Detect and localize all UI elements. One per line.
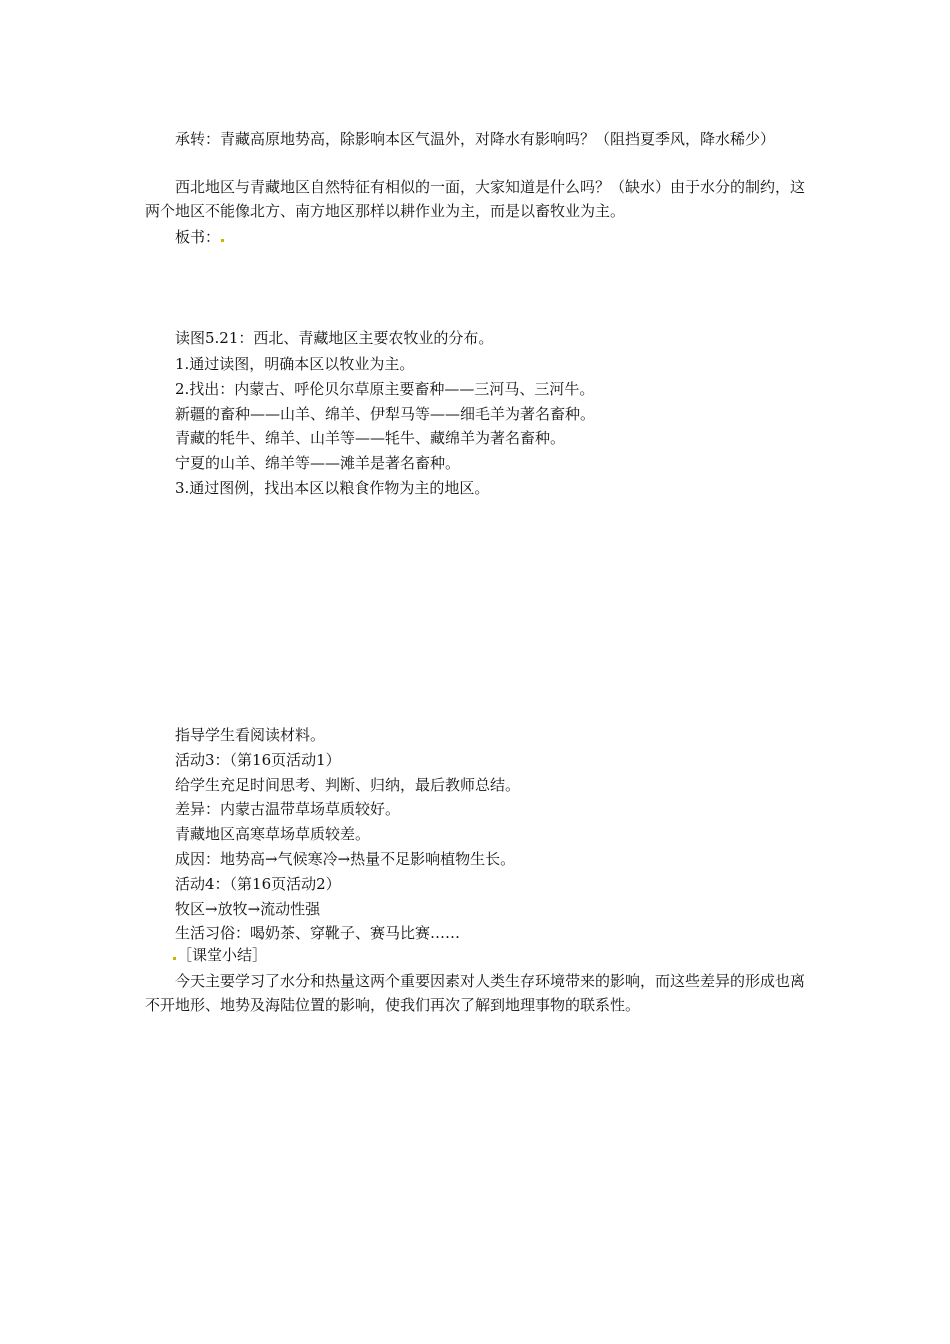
board-label [175,225,225,249]
activity-line-5: 青藏地区高寒草场草质较差。 [175,825,371,843]
board-label-text: 板书： [175,228,221,246]
mark-dot-icon [221,239,224,242]
activity-line-3: 给学生充足时间思考、判断、归纳，最后教师总结。 [175,776,521,794]
reading-line-2: 1.通过读图，明确本区以牧业为主。 [175,355,415,373]
activity-line-2: 活动3：（第16页活动1） [175,751,341,769]
reading-line-4: 新疆的畜种——山羊、绵羊、伊犁马等——细毛羊为著名畜种。 [175,405,596,423]
activity-line-8: 牧区→放牧→流动性强 [175,900,321,918]
activity-line-1: 指导学生看阅读材料。 [175,726,326,744]
activity-line-7: 活动4：（第16页活动2） [175,875,341,893]
reading-line-6: 宁夏的山羊、绵羊等——滩羊是著名畜种。 [175,454,461,472]
summary-heading [172,943,267,967]
activity-line-9: 生活习俗：喝奶茶、穿靴子、赛马比赛…… [175,924,461,942]
summary-heading-text: ［课堂小结］ [177,946,268,964]
mark-dot-icon [173,957,176,960]
transition-paragraph-1: 承转：青藏高原地势高，除影响本区气温外，对降水有影响吗？（阻挡夏季风，降水稀少） [175,130,776,148]
reading-line-7: 3.通过图例，找出本区以粮食作物为主的地区。 [175,479,490,497]
reading-line-1: 读图5.21：西北、青藏地区主要农牧业的分布。 [175,329,494,347]
activity-line-4: 差异：内蒙古温带草场草质较好。 [175,800,401,818]
activity-line-6: 成因：地势高→气候寒冷→热量不足影响植物生长。 [175,850,516,868]
transition-paragraph-2: 西北地区与青藏地区自然特征有相似的一面，大家知道是什么吗？（缺水）由于水分的制约，这两个地区不能像北方、南方地区那样以耕作业为主，而是以畜牧业为主。 [145,178,806,220]
reading-line-3: 2.找出：内蒙古、呼伦贝尔草原主要畜种——三河马、三河牛。 [175,380,595,398]
summary-paragraph: 今天主要学习了水分和热量这两个重要因素对人类生存环境带来的影响，而这些差异的形成也离不开地形、地势及海陆位置的影响，使我们再次了解到地理事物的联系性。 [145,972,806,1014]
reading-line-5: 青藏的牦牛、绵羊、山羊等——牦牛、藏绵羊为著名畜种。 [175,429,566,447]
